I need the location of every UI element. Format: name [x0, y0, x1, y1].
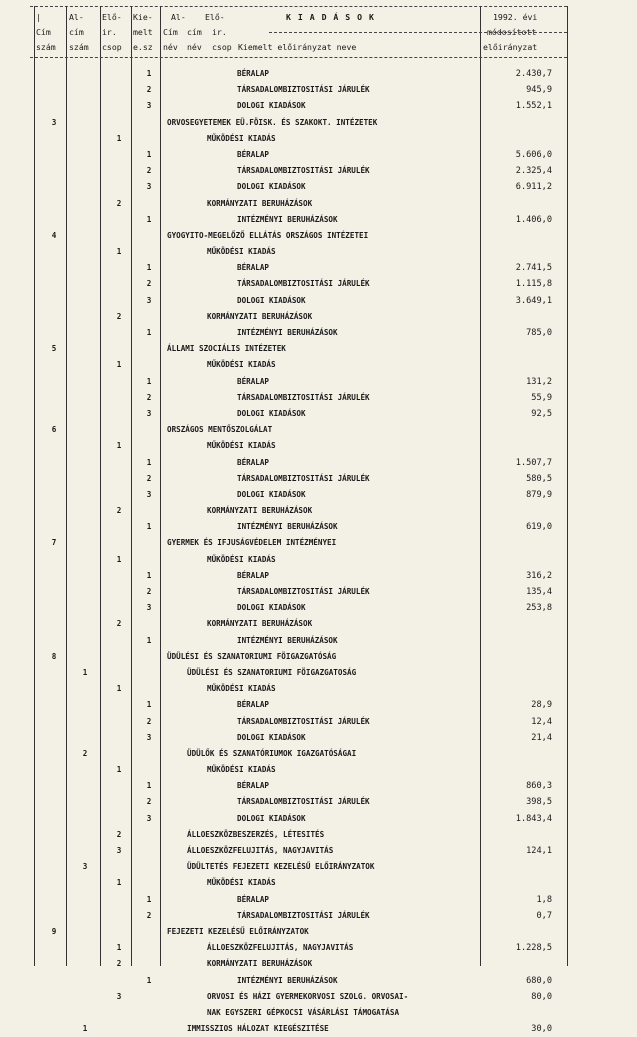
item-name: KORMÁNYZATI BERUHÁZÁSOK [207, 959, 313, 969]
amount: 30,0 [531, 1024, 552, 1035]
table-row [0, 794, 637, 810]
alcim-number: 1 [82, 1024, 88, 1034]
cim-number: 9 [51, 926, 57, 936]
kiemelt-number: 2 [146, 279, 152, 289]
cim-number: 6 [51, 425, 57, 435]
item-name: ORSZÁGOS MENTŐSZOLGÁLAT [167, 425, 273, 435]
eloir-csop-number: 1 [116, 441, 122, 451]
item-name: TÁRSADALOMBIZTOSITÁSI JÁRULÉK [237, 85, 370, 95]
item-name: ÁLLOESZKÖZFELUJITÁS, NAGYJAVITÁS [187, 846, 334, 855]
item-name: ÁLLOESZKÖZFELUJITÁS, NAGYJAVITÁS [207, 943, 354, 953]
kiemelt-number: 3 [146, 813, 152, 823]
eloir-csop-number: 1 [116, 943, 122, 953]
table-row [0, 843, 637, 859]
item-name: INTÉZMÉNYI BERUHÁZÁSOK [237, 214, 338, 224]
cim-number: 5 [51, 344, 57, 354]
header-alcimnev-3: név [163, 42, 178, 52]
kiemelt-number: 3 [146, 489, 152, 499]
header-elo-2: ir. [102, 27, 117, 37]
eloir-csop-number: 1 [116, 247, 122, 257]
table-row [0, 163, 637, 179]
item-name: INTÉZMÉNYI BERUHÁZÁSOK [237, 635, 338, 645]
item-name: TÁRSADALOMBIZTOSITÁSI JÁRULÉK [237, 587, 370, 596]
table-row [0, 746, 637, 762]
item-name: TÁRSADALOMBIZTOSITÁSI JÁRULÉK [237, 166, 370, 176]
item-name: ÜDÜLÉSI ÉS SZANATORIUMI FÖIGAZGATÓSÁG [167, 651, 337, 661]
header-ircsop-3: csop [212, 42, 232, 52]
table-row [0, 956, 637, 972]
cim-number: 8 [51, 651, 57, 661]
item-name: MŰKÖDÉSI KIADÁS [207, 684, 276, 694]
amount: 1,8 [536, 894, 552, 905]
item-name: ORVOSEGYETEMEK EÜ.FÖISK. ÉS SZAKOKT. INTÉZETEK [167, 117, 378, 127]
item-name: BÉRALAP [237, 457, 270, 467]
eloir-csop-number: 3 [116, 846, 122, 855]
item-name: ÜDÜLTETÉS FEJEZETI KEZELÉSŰ ELŐIRÁNYZATOK [187, 862, 375, 872]
table-row [0, 924, 637, 940]
amount: 1.552,1 [515, 101, 552, 112]
eloir-csop-number: 1 [116, 684, 122, 694]
item-name: DOLOGI KIADÁSOK [237, 182, 306, 192]
header-alcimnev-2: Cím [163, 27, 178, 37]
kiemelt-number: 3 [146, 732, 152, 742]
item-name: ORVOSI ÉS HÁZI GYERMEKORVOSI SZOLG. ORVOSAI- [207, 991, 409, 1001]
header-elonev-3: név [187, 42, 202, 52]
table-row [0, 859, 637, 875]
header-cim-1: | [36, 12, 41, 22]
item-name: BÉRALAP [237, 149, 270, 159]
item-name: INTÉZMÉNYI BERUHÁZÁSOK [237, 975, 338, 985]
item-name: KORMÁNYZATI BERUHÁZÁSOK [207, 311, 313, 321]
amount: 5.606,0 [515, 149, 552, 160]
item-name: IMMISSZIOS HÁLOZAT KIEGÉSZITÉSE [187, 1024, 329, 1034]
kiemelt-number: 1 [146, 69, 152, 78]
eloir-csop-number: 2 [116, 311, 122, 321]
amount: 131,2 [526, 376, 552, 387]
amount: 6.911,2 [515, 182, 552, 193]
header-cim-3: szám [36, 42, 56, 52]
kiemelt-number: 1 [146, 328, 152, 337]
eloir-csop-number: 2 [116, 959, 122, 969]
kiemelt-number: 2 [146, 716, 152, 726]
table-row [0, 131, 637, 147]
item-name: ÁLLAMI SZOCIÁLIS INTÉZETEK [167, 344, 286, 354]
table-row [0, 1005, 637, 1021]
table-row [0, 487, 637, 503]
table-row [0, 196, 637, 212]
cim-number: 3 [51, 117, 57, 127]
amount: 1.406,0 [515, 214, 552, 225]
table-row [0, 730, 637, 746]
item-name: MŰKÖDÉSI KIADÁS [207, 878, 276, 888]
header-ircsop-2: ir. [212, 27, 227, 37]
amount: 860,3 [526, 781, 552, 792]
table-row [0, 438, 637, 454]
item-name: INTÉZMÉNYI BERUHÁZÁSOK [237, 522, 338, 532]
table-row [0, 633, 637, 649]
amount: 80,0 [531, 991, 552, 1002]
header-year-1: 1992. évi [493, 12, 538, 22]
item-name: MŰKÖDÉSI KIADÁS [207, 765, 276, 775]
amount: 12,4 [531, 716, 552, 727]
table-row [0, 228, 637, 244]
table-row [0, 325, 637, 341]
eloir-csop-number: 1 [116, 554, 122, 564]
amount: 398,5 [526, 797, 552, 808]
amount: 2.741,5 [515, 263, 552, 274]
item-name: DOLOGI KIADÁSOK [237, 295, 306, 305]
alcim-number: 3 [82, 862, 88, 872]
table-row [0, 309, 637, 325]
amount: 55,9 [531, 392, 552, 403]
item-name: MŰKÖDÉSI KIADÁS [207, 133, 276, 143]
kiemelt-number: 1 [146, 214, 152, 224]
item-name: DOLOGI KIADÁSOK [237, 732, 306, 742]
table-row [0, 82, 637, 98]
amount: 1.115,8 [515, 279, 552, 290]
kiemelt-number: 2 [146, 392, 152, 402]
header-bottom-dashed-rule [30, 57, 567, 58]
amount: 253,8 [526, 603, 552, 614]
table-row [0, 422, 637, 438]
item-name: DOLOGI KIADÁSOK [237, 489, 306, 499]
table-row [0, 535, 637, 551]
eloir-csop-number: 2 [116, 619, 122, 629]
table-row [0, 455, 637, 471]
item-name: TÁRSADALOMBIZTOSITÁSI JÁRULÉK [237, 716, 370, 726]
table-row [0, 892, 637, 908]
kiemelt-number: 3 [146, 182, 152, 192]
table-row [0, 973, 637, 989]
amount: 580,5 [526, 473, 552, 484]
kiemelt-number: 1 [146, 975, 152, 985]
kiemelt-number: 2 [146, 166, 152, 176]
kiemelt-number: 3 [146, 603, 152, 613]
eloir-csop-number: 1 [116, 360, 122, 370]
amount: 135,4 [526, 587, 552, 597]
table-body [0, 66, 637, 1037]
amount: 1.228,5 [515, 943, 552, 954]
table-row [0, 276, 637, 292]
table-row [0, 600, 637, 616]
kiemelt-number: 1 [146, 522, 152, 532]
amount: 619,0 [526, 522, 552, 533]
table-row [0, 762, 637, 778]
header-name-col: Kiemelt előirányzat neve [238, 42, 357, 52]
table-row [0, 584, 637, 600]
item-name: MŰKÖDÉSI KIADÁS [207, 360, 276, 370]
table-row [0, 115, 637, 131]
table-row [0, 147, 637, 163]
top-dashed-rule [30, 6, 567, 7]
item-name: INTÉZMÉNYI BERUHÁZÁSOK [237, 328, 338, 337]
amount: 3.649,1 [515, 295, 552, 306]
table-row [0, 1021, 637, 1037]
amount: 1.507,7 [515, 457, 552, 468]
header-alcim-2: cím [69, 27, 84, 37]
item-name: MŰKÖDÉSI KIADÁS [207, 247, 276, 257]
header-title: K I A D Á S O K [286, 12, 375, 22]
header-kie-3: e.sz [133, 42, 153, 52]
item-name: BÉRALAP [237, 376, 270, 386]
item-name: TÁRSADALOMBIZTOSITÁSI JÁRULÉK [237, 473, 370, 483]
table-row [0, 212, 637, 228]
eloir-csop-number: 2 [116, 198, 122, 208]
amount: 124,1 [526, 846, 552, 856]
table-row [0, 875, 637, 891]
item-name: FEJEZETI KEZELÉSŰ ELŐIRÁNYZATOK [167, 926, 309, 936]
kiemelt-number: 2 [146, 910, 152, 920]
kiemelt-number: 1 [146, 149, 152, 159]
item-name: DOLOGI KIADÁSOK [237, 813, 306, 823]
table-row [0, 374, 637, 390]
item-name: MŰKÖDÉSI KIADÁS [207, 554, 276, 564]
kiemelt-number: 3 [146, 408, 152, 418]
kiemelt-number: 1 [146, 263, 152, 273]
kiemelt-number: 1 [146, 457, 152, 467]
amount: 92,5 [531, 408, 552, 419]
item-name: GYERMEK ÉS IFJUSÁGVÉDELEM INTÉZMÉNYEI [167, 538, 337, 548]
amount: 28,9 [531, 700, 552, 711]
table-row [0, 697, 637, 713]
amount: 2.430,7 [515, 69, 552, 79]
table-row [0, 66, 637, 82]
table-row [0, 940, 637, 956]
kiemelt-number: 1 [146, 781, 152, 791]
amount: 316,2 [526, 570, 552, 581]
table-row [0, 471, 637, 487]
amount: 785,0 [526, 328, 552, 338]
item-name: KORMÁNYZATI BERUHÁZÁSOK [207, 506, 313, 516]
table-row [0, 293, 637, 309]
cim-number: 4 [51, 230, 57, 240]
item-name: ÁLLOESZKÖZBESZERZÉS, LÉTESITÉS [187, 829, 325, 839]
table-row [0, 341, 637, 357]
eloir-csop-number: 2 [116, 506, 122, 516]
header-kie-2: melt [133, 27, 153, 37]
kiemelt-number: 1 [146, 700, 152, 710]
header-year-2: módosított [487, 27, 537, 37]
header-elonev-2: cím [187, 27, 202, 37]
table-row [0, 244, 637, 260]
kiemelt-number: 2 [146, 85, 152, 95]
kiemelt-number: 1 [146, 376, 152, 386]
kiemelt-number: 1 [146, 635, 152, 645]
item-name: BÉRALAP [237, 263, 270, 273]
amount: 1.843,4 [515, 813, 552, 824]
kiemelt-number: 3 [146, 295, 152, 305]
table-row [0, 665, 637, 681]
kiemelt-number: 2 [146, 473, 152, 483]
item-name: TÁRSADALOMBIZTOSITÁSI JÁRULÉK [237, 279, 370, 289]
item-name: ÜDÜLÉSI ÉS SZANATORIUMI FÖIGAZGATOSÁG [187, 667, 357, 677]
amount: 945,9 [526, 85, 552, 96]
kiemelt-number: 1 [146, 894, 152, 904]
header-alcim-1: Al- [69, 12, 84, 22]
table-header [0, 10, 637, 60]
alcim-number: 1 [82, 667, 88, 677]
item-name: BÉRALAP [237, 781, 270, 791]
table-row [0, 357, 637, 373]
table-row [0, 503, 637, 519]
table-row [0, 649, 637, 665]
amount: 879,9 [526, 489, 552, 500]
eloir-csop-number: 1 [116, 878, 122, 888]
item-name: BÉRALAP [237, 894, 270, 904]
header-elonev-1: Elő- [205, 12, 225, 22]
header-dashed-rule [269, 32, 567, 33]
item-name: TÁRSADALOMBIZTOSITÁSI JÁRULÉK [237, 910, 370, 920]
item-name: BÉRALAP [237, 570, 270, 580]
table-row [0, 390, 637, 406]
table-row [0, 681, 637, 697]
header-elo-3: csop [102, 42, 122, 52]
eloir-csop-number: 1 [116, 133, 122, 143]
header-cim-2: Cím [36, 27, 51, 37]
item-name: BÉRALAP [237, 69, 270, 78]
amount: 0,7 [536, 910, 552, 921]
item-name: TÁRSADALOMBIZTOSITÁSI JÁRULÉK [237, 392, 370, 402]
header-year-3: előirányzat [483, 42, 538, 52]
table-row [0, 616, 637, 632]
header-elo-1: Elő- [102, 12, 122, 22]
item-name: KORMÁNYZATI BERUHÁZÁSOK [207, 619, 313, 629]
table-row [0, 98, 637, 114]
amount: 680,0 [526, 975, 552, 986]
kiemelt-number: 3 [146, 101, 152, 111]
eloir-csop-number: 2 [116, 829, 122, 839]
header-kie-1: Kie- [133, 12, 153, 22]
item-name: DOLOGI KIADÁSOK [237, 603, 306, 613]
table-row [0, 827, 637, 843]
kiemelt-number: 2 [146, 797, 152, 807]
table-row [0, 568, 637, 584]
eloir-csop-number: 1 [116, 765, 122, 775]
item-name: DOLOGI KIADÁSOK [237, 101, 306, 111]
table-row [0, 406, 637, 422]
amount: 21,4 [531, 732, 552, 743]
item-name: ÜDÜLŐK ÉS SZANATÓRIUMOK IGAZGATÓSÁGAI [187, 748, 357, 758]
header-alcimnev-1: Al- [171, 12, 186, 22]
table-row [0, 552, 637, 568]
alcim-number: 2 [82, 748, 88, 758]
table-row [0, 778, 637, 794]
item-name: GYOGYITO-MEGELŐZŐ ELLÁTÁS ORSZÁGOS INTÉZETEI [167, 230, 369, 240]
amount: 2.325,4 [515, 166, 552, 177]
table-row [0, 811, 637, 827]
item-name: NAK EGYSZERI GÉPKOCSI VÁSÁRLÁSI TÁMOGATÁSA [207, 1007, 400, 1017]
header-alcim-3: szám [69, 42, 89, 52]
table-row [0, 519, 637, 535]
item-name: TÁRSADALOMBIZTOSITÁSI JÁRULÉK [237, 797, 370, 807]
table-row [0, 908, 637, 924]
table-row [0, 714, 637, 730]
item-name: KORMÁNYZATI BERUHÁZÁSOK [207, 198, 313, 208]
item-name: DOLOGI KIADÁSOK [237, 408, 306, 418]
item-name: MŰKÖDÉSI KIADÁS [207, 441, 276, 451]
item-name: BÉRALAP [237, 700, 270, 710]
table-row [0, 179, 637, 195]
eloir-csop-number: 3 [116, 991, 122, 1001]
kiemelt-number: 2 [146, 587, 152, 596]
kiemelt-number: 1 [146, 570, 152, 580]
cim-number: 7 [51, 538, 57, 548]
table-row [0, 260, 637, 276]
